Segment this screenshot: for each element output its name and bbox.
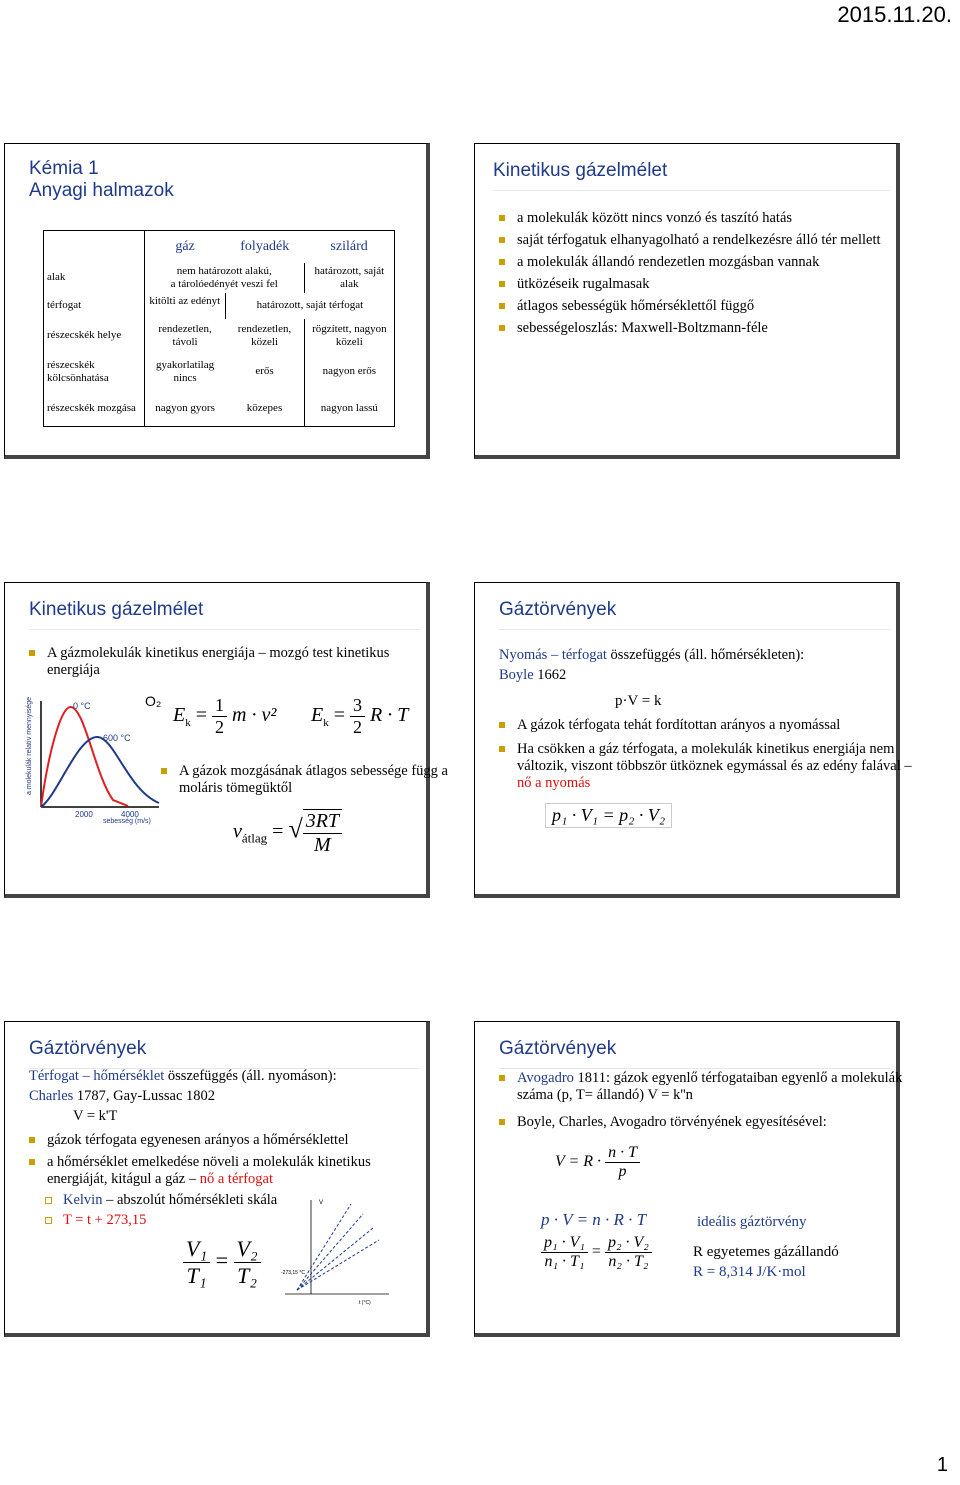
charles-name: Charles [29,1088,74,1104]
col-head-folyadek: folyadék [240,239,290,255]
page-number: 1 [936,1454,948,1476]
maxwell-boltzmann-graph [23,695,163,823]
kelvin-rest: – abszolút hőmérsékleti skála [102,1192,278,1208]
states-of-matter-table [43,230,395,427]
eq-d1: T₁ [186,1263,207,1288]
cell-mozgasa-folyadek: közepes [246,401,283,414]
cell-terfogat-merged: határozott, saját térfogat [225,293,394,319]
avogadro-name: Avogadro [517,1070,574,1086]
cell-mozgasa-gaz: nagyon gyors [144,391,225,427]
slide-kinetikus-gazelmelet-2 [4,582,448,898]
graph-xtick-2000: 2000 [75,810,93,819]
bullet-average-speed: A gázok mozgásának átlagos sebessége függ a moláris tömegüktől [157,763,449,797]
cell-helye-szilard: rögzített, nagyon közeli [304,319,394,353]
curve-label-600c: 600 °C [103,733,131,743]
eq1-lhs: E [173,704,186,727]
graph-zero-label: -273,15 °C [281,1270,305,1276]
slide-gaztorvenyek-avogadro [474,1021,903,1337]
eq-n1: V₁ [183,1236,210,1263]
bullet-proportional: gázok térfogata egyenesen arányos a hőmérséklettel [25,1132,447,1149]
intro-rest: összefüggés (áll. hőmérsékleten): [606,647,805,663]
slide-title: Gáztörvények [499,1038,617,1059]
slide-title: Kinetikus gázelmélet [493,160,668,181]
eq2-den: 2 [353,717,362,737]
avogadro-text: 1811: gázok egyenlő térfogataiban egyenlő a molekulák száma (p, T= állandó) V = k''n [517,1070,903,1103]
cell-mozgasa-szilard: nagyon lassú [304,391,394,427]
charles-law: V = k'T [73,1108,118,1124]
eq3-d1: n₁ · T₁ [544,1253,585,1270]
alak-shared-text: a tárolóedényét veszi fel [170,277,278,290]
bullet-item: ütközéseik rugalmasak [495,276,888,293]
combined-gas-equation: $\frac{\text{p₁ · V₁}}{\text{n₁ · T₁}}$ = $\frac{\text{p₂ · V₂}}{\text{n₂ · T₂}}$ [541,1234,652,1271]
graph-ylabel: a molekulák relatív mennyisége [26,696,33,795]
eq2-rhs: R · T [370,704,409,727]
intro-rest: összefüggés (áll. nyomáson): [164,1068,337,1084]
slide-header [499,591,890,630]
kelvin-label: Kelvin [63,1192,103,1208]
slide-header [29,1030,420,1069]
alak-gaz-text: nem határozott alakú, [176,264,272,277]
bullet-item: a molekulák között nincs vonzó és taszító hatás [495,210,888,227]
row-label-terfogat: térfogat [47,299,82,311]
r-constant-value: R = 8,314 J/K·mol [693,1264,806,1280]
boyle-year: 1662 [533,667,567,683]
col-head-szilard: szilárd [330,239,368,255]
eq1-num: n · T [605,1144,640,1163]
title-line-2: Anyagi halmazok [29,180,174,201]
eq3-den: M [314,834,331,856]
nyomas-terfogat-label: Nyomás – térfogat [499,647,607,663]
graph-xlabel: sebesség (m/s) [103,818,151,825]
row-label-helye: részecskék helye [47,329,122,341]
eq2-lhs: E [311,704,324,727]
charles-rest: 1787, Gay-Lussac 1802 [73,1088,216,1104]
boyle-name: Boyle [499,667,534,683]
eq2-sub: k [323,717,329,730]
row-label-alak: alak [47,271,66,283]
slide-title [29,158,174,202]
terfogat-homerseklet-label: Térfogat – hőmérséklet [29,1068,165,1084]
eq1-den: p [618,1163,627,1180]
bullet-expansion-text: a hőmérséklet emelkedése növeli a molekulák kinetikus energiáját, kitágul a gáz – [47,1154,371,1187]
bullet-item: saját térfogatuk elhanyagolható a rendelkezésre álló tér mellett [495,232,888,249]
equation-ek-mv2: $E_k$ = $\frac{1}{2}$ m · v² [173,695,277,737]
slide-gaztorvenyek-charles [4,1021,430,1337]
page-date: 2015.11.20. [837,2,952,27]
eq3-num: 3RT [303,810,342,834]
bullet-inverse: A gázok térfogata tehát fordítottan arányos a nyomással [495,717,917,734]
bullet-collisions-red: nő a nyomás [517,775,591,791]
slide-header [29,591,420,630]
cell-kolcsonhatas-szilard: nagyon erős [304,353,394,391]
bullet-collisions-text: Ha csökken a gáz térfogata, a molekulák kinetikus energiája nem változik, viszont többször ütköznek egymással és az edény falával [517,741,901,774]
curve-label-0c: 0 °C [73,701,91,711]
eq1-rhs: m · v² [232,704,277,727]
bullet-kinetic-energy: A gázmolekulák kinetikus energiája – mozgó test kinetikus energiája [25,645,427,679]
slide-title: Kinetikus gázelmélet [29,599,204,620]
charles-intro [29,1066,337,1126]
graph-xtick-4000: 4000 [121,810,139,819]
cell-helye-gaz: rendezetlen, távoli [144,319,225,353]
cell-alak-szilard: határozott, saját alak [304,263,394,293]
slide-title: Gáztörvények [499,599,617,620]
bullet-combination: Boyle, Charles, Avogadro törvényének egyesítésével: [495,1114,917,1131]
slide-kinetikus-gazelmelet-1 [474,143,900,459]
boyle-law: p·V = k [615,693,662,709]
slide-header [499,1030,890,1069]
cell-helye-folyadek: rendezetlen, közeli [237,322,292,348]
ideal-gas-label: ideális gáztörvény [697,1214,807,1230]
row-label-mozgasa: részecskék mozgása [47,401,136,414]
sub-bullet-formula: T = t + 273,15 [41,1212,263,1229]
eq3-sub: átlag [241,830,268,846]
slide-gaztorvenyek-boyle [474,582,912,898]
bullet-collisions: Ha csökken a gáz térfogata, a molekulák kinetikus energiája nem változik, viszont többször ütköznek egymással és az edény falával – nő a nyomás [495,741,912,792]
cell-kolcsonhatas-folyadek: erős [255,365,274,377]
bullet-item: átlagos sebességük hőmérséklettől függő [495,298,888,315]
eq1-num: 1 [212,695,227,717]
bullet-list [495,210,888,342]
col-head-gaz: gáz [144,231,225,263]
row-label-kolcsonhatas: részecskék kölcsönhatása [47,358,109,384]
eq3-n1: p₁ · V₁ [541,1234,588,1253]
slide-title: Gáztörvények [29,1038,147,1059]
eq2-num: 3 [350,695,365,717]
r-constant-label: R egyetemes gázállandó [693,1244,839,1260]
equation-ek-rt: $E_k$ = $\frac{3}{2}$ R · T [311,695,409,737]
graph-o2-label: O₂ [145,693,162,709]
bullet-item: a molekulák állandó rendezetlen mozgásban vannak [495,254,888,271]
slide-anyagi-halmazok [4,143,430,459]
charles-equation: $\frac{\text{V₁}}{\text{T₁}}$ = $\frac{\text{V₂}}{\text{T₂}}$ [183,1236,261,1289]
equation-v-nrt-p [555,1144,640,1181]
slide-header [493,152,890,191]
eq1-den: 2 [215,717,224,737]
boyle-equation: p₁ · V₁ = p₂ · V₂ [545,803,672,828]
equation-v-atlag: $v_{átlag}$ = √ $\frac{3RT}{M}$ [233,809,342,857]
eq3-d2: n₂ · T₂ [608,1253,649,1270]
cell-alak-gaz-folyadek [144,263,304,293]
bullet-item: sebességeloszlás: Maxwell-Boltzmann-féle [495,320,888,337]
boyle-intro [499,645,804,685]
eq-d2: T₂ [237,1263,257,1288]
title-line-1: Kémia 1 [29,158,99,179]
bullet-avogadro [495,1070,917,1104]
eq3-lhs: v [233,820,242,843]
bullet-expansion-red: nő a térfogat [199,1171,274,1187]
eq1-lhs: V = R · [555,1153,602,1171]
graph-xlabel: t (°C) [359,1300,371,1306]
bullet-expansion [25,1154,427,1188]
eq-n2: V₂ [234,1236,261,1263]
volume-temperature-graph [281,1194,391,1306]
cell-kolcsonhatas-gaz: gyakorlatilag nincs [144,353,225,391]
ideal-gas-equation: p · V = n · R · T [541,1210,647,1229]
graph-ylabel: V [319,1200,324,1206]
cell-terfogat-gaz: kitölti az edényt [144,293,225,319]
eq1-sub: k [185,717,191,730]
eq3-n2: p₂ · V₂ [605,1234,652,1253]
